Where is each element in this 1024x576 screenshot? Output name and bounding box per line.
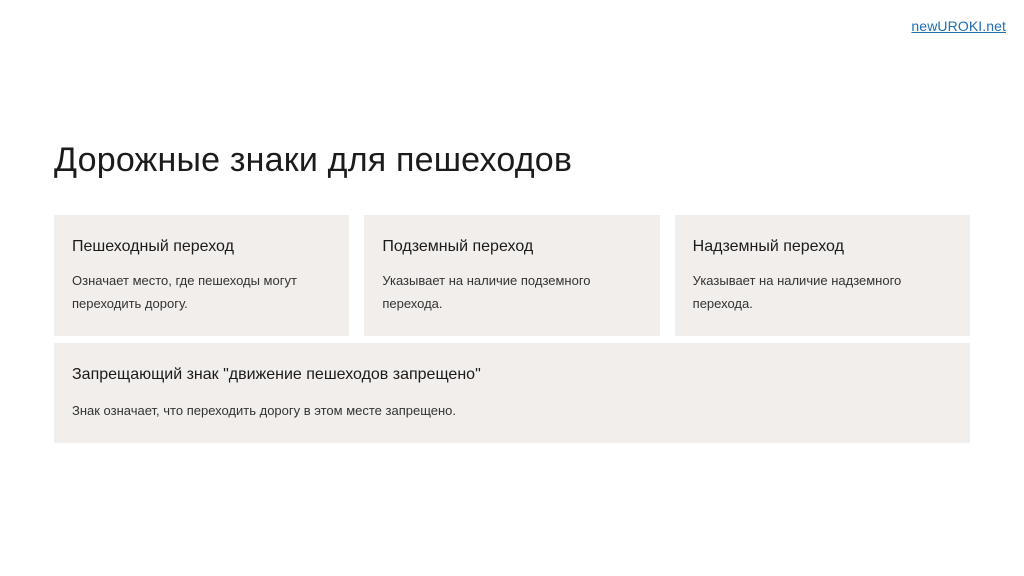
card-text: Указывает на наличие подземного перехода. <box>382 273 591 311</box>
page-title: Дорожные знаки для пешеходов <box>54 141 573 179</box>
card-overhead-crossing <box>675 215 970 336</box>
card-text: Знак означает, что переходить дорогу в этом месте запрещено. <box>72 403 457 419</box>
card-title: Запрещающий знак "движение пешеходов запрещено" <box>72 366 481 383</box>
card-title: Пешеходный переход <box>72 238 234 255</box>
card-underground-crossing <box>364 215 659 336</box>
card-title: Надземный переход <box>692 238 844 255</box>
brand-link[interactable]: newUROKI.net <box>911 18 1006 34</box>
card-title: Подземный переход <box>382 238 534 255</box>
card-prohibition-sign <box>54 343 970 443</box>
card-pedestrian-crossing <box>54 215 349 336</box>
card-text: Означает место, где пешеходы могут переходить дорогу. <box>72 273 297 311</box>
cards-row <box>54 215 970 336</box>
card-text: Указывает на наличие надземного перехода. <box>692 273 902 311</box>
